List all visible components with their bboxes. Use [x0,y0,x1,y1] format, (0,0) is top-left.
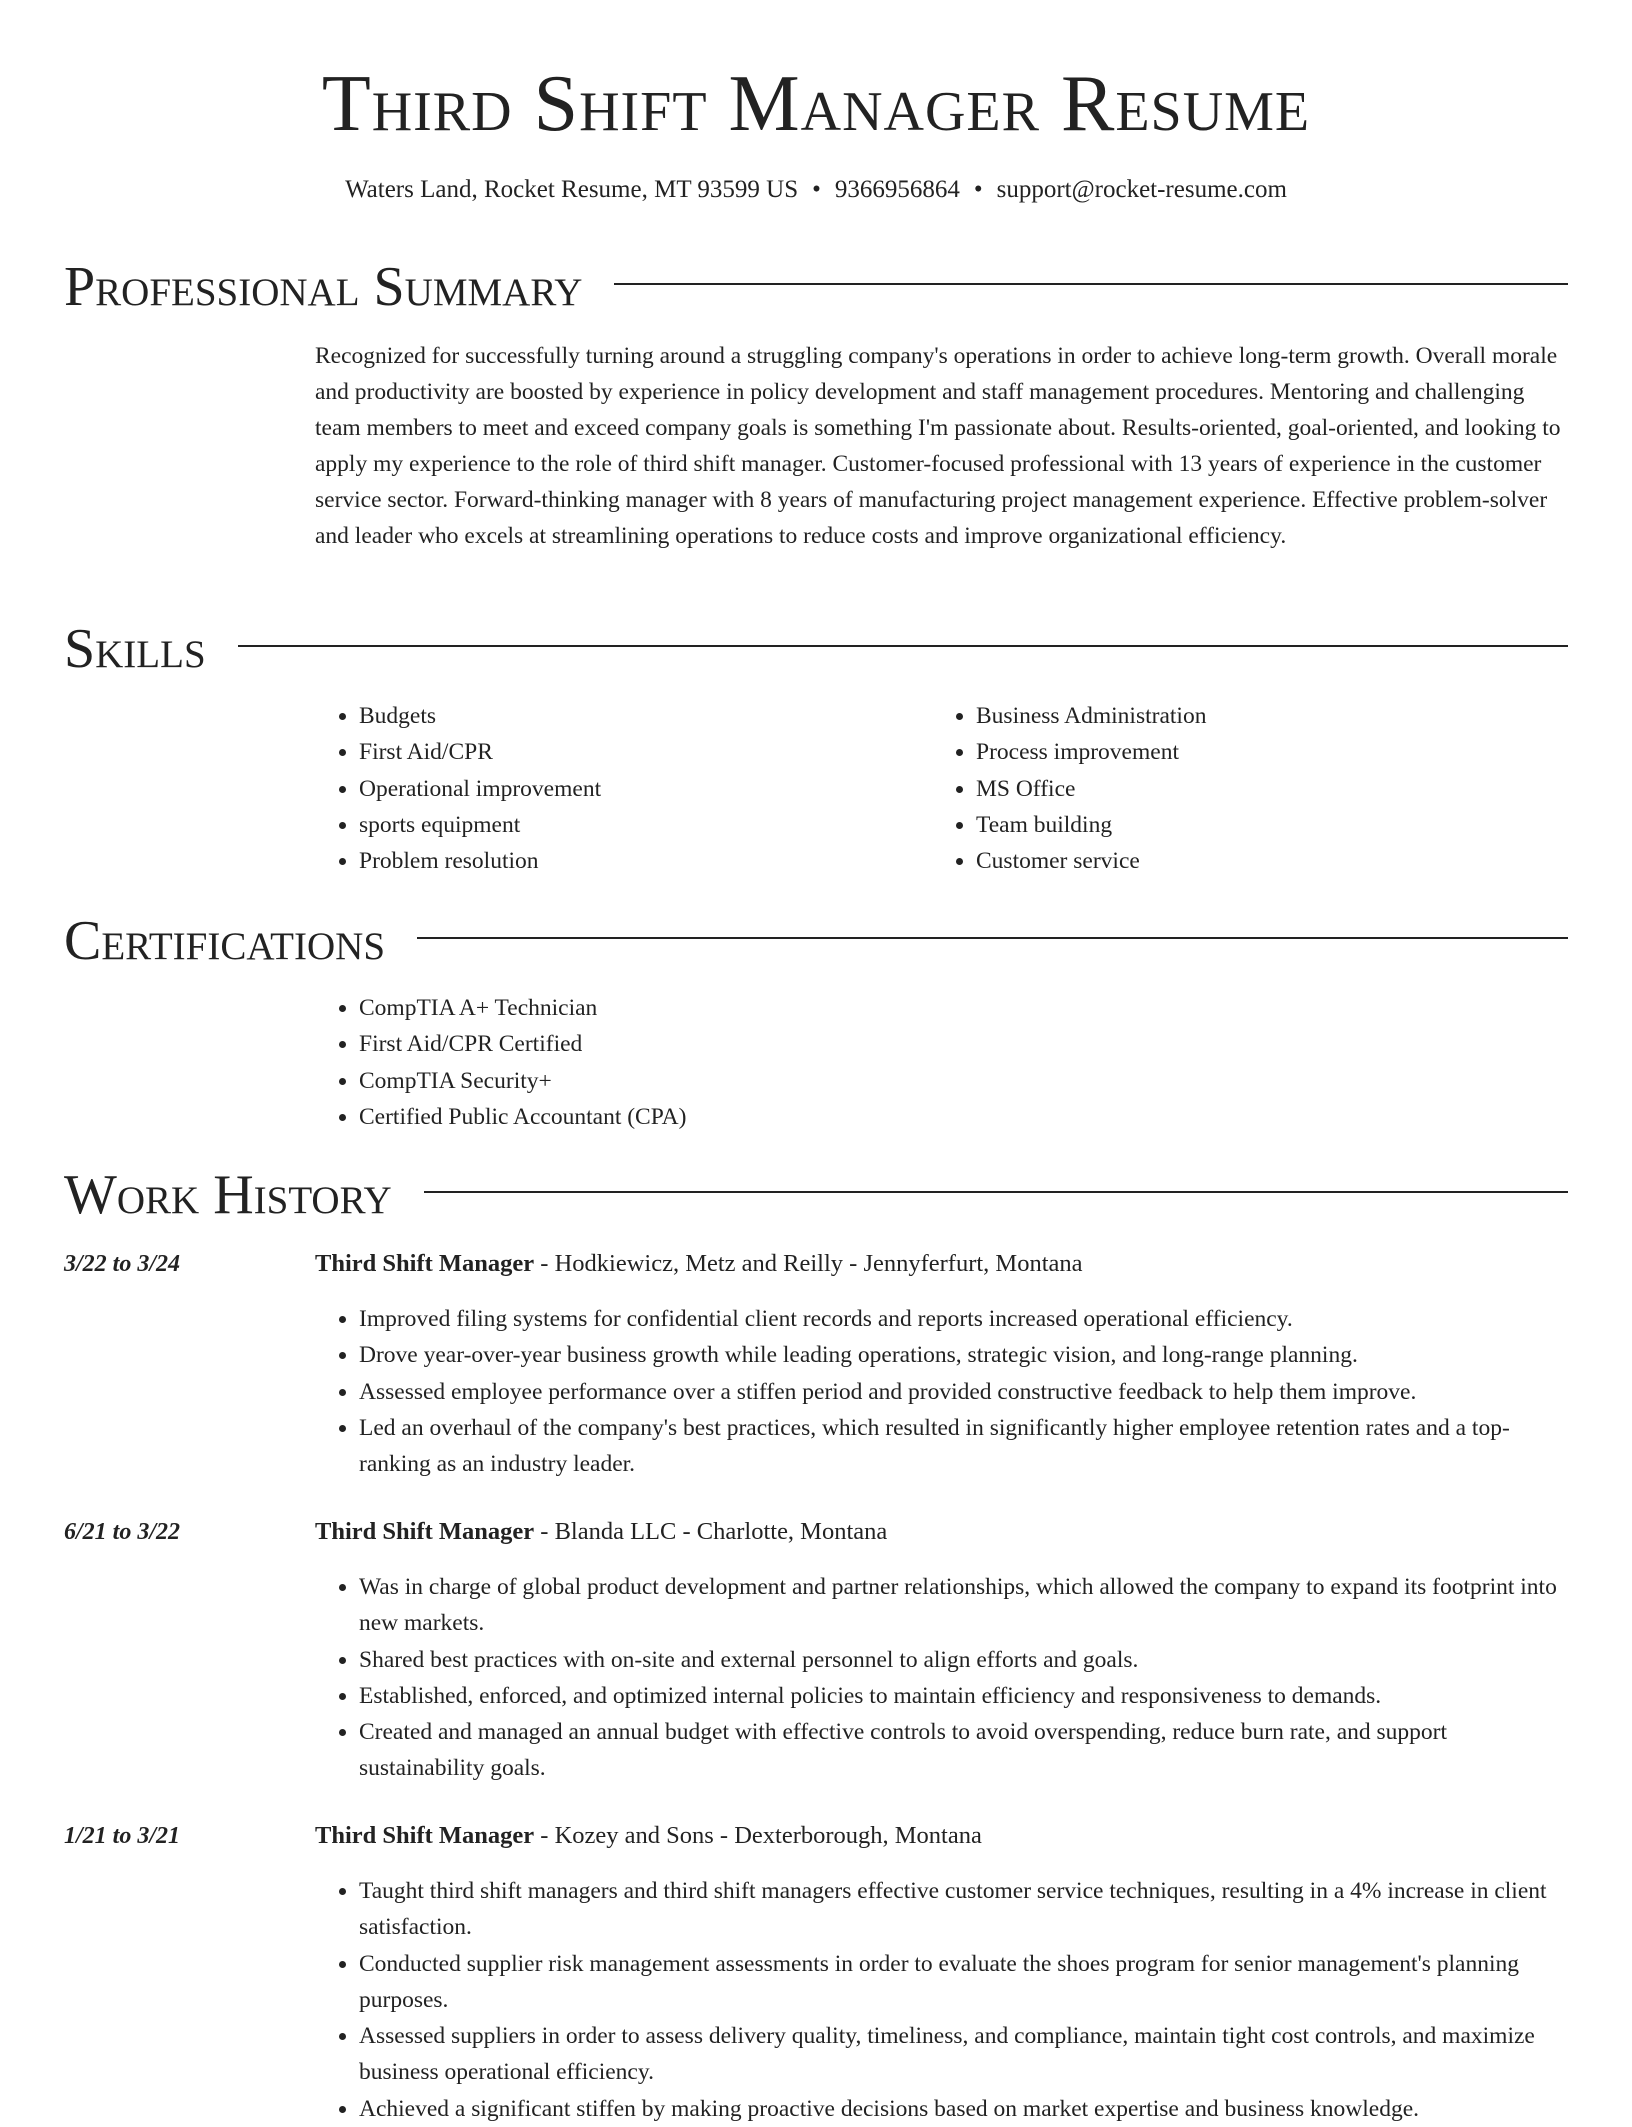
skills-section-header [64,614,1568,684]
certifications-section-header [64,906,1568,976]
job-bullet: • Conducted supplier risk management assessments in order to evaluate the shoes program for senior management's planning purposes. [359,1946,1568,2019]
certification-item: • CompTIA A+ Technician [359,990,1568,1026]
job-title: Third Shift Manager [315,1518,535,1545]
job-employer-location: - Kozey and Sons - Dexterborough, Montana [534,1822,982,1849]
section-divider [417,937,1568,939]
job-heading [315,1246,1568,1282]
contact-email: support@rocket-resume.com [996,176,1287,203]
certifications-heading: Certifications [64,910,386,972]
work-history-heading: Work History [64,1164,392,1226]
contact-address: Waters Land, Rocket Resume, MT 93599 US [345,176,799,203]
summary-section-header [64,252,1568,322]
work-history-section-header [64,1160,1568,1230]
job-dates: 6/21 to 3/22 [64,1519,181,1545]
skill-item: • Process improvement [976,734,1549,770]
contact-separator: • [973,176,983,203]
summary-heading: Professional Summary [64,256,583,318]
job-bullet: • Established, enforced, and optimized internal policies to maintain efficiency and responsiveness to demands. [359,1678,1568,1714]
skill-item: • Business Administration [976,698,1549,734]
job-title: Third Shift Manager [315,1822,535,1849]
job-bullet: • Improved filing systems for confidential client records and reports increased operational efficiency. [359,1301,1568,1337]
job-dates: 1/21 to 3/21 [64,1823,181,1849]
job-employer-location: - Hodkiewicz, Metz and Reilly - Jennyferfurt, Montana [534,1250,1083,1277]
certification-item: • First Aid/CPR Certified [359,1026,1568,1062]
section-divider [238,645,1568,647]
job-heading [315,1514,1568,1550]
skills-column-left [315,698,932,879]
skill-item: • Operational improvement [359,771,932,807]
job-bullets [315,1873,1568,2127]
resume-title: Third Shift Manager Resume [321,60,1311,148]
job-heading [315,1818,1568,1854]
job-bullet: • Shared best practices with on-site and external personnel to align efforts and goals. [359,1642,1568,1678]
contact-phone: 9366956864 [834,176,960,203]
skill-item: • Customer service [976,843,1549,879]
certification-item: • CompTIA Security+ [359,1063,1568,1099]
certifications-list [315,990,1568,1135]
summary-text: Recognized for successfully turning around a struggling company's operations in order to achieve long-term growth. Overall morale and productivity are boosted by experience in policy development and staff management procedures. Mentoring and challenging team members to meet and exceed company goals is something I'm passionate about. Results-oriented, goal-oriented, and looking to apply my experience to the role of third shift manager. Customer-focused professional with 13 years of experience in the customer service sector. Forward-thinking manager with 8 years of manufacturing project management experience. Effective problem-solver and leader who excels at streamlining operations to reduce costs and improve organizational efficiency. [315,343,1561,549]
job-employer-location: - Blanda LLC - Charlotte, Montana [534,1518,888,1545]
job-bullets [315,1301,1568,1482]
skill-item: • Problem resolution [359,843,932,879]
skill-item: • Team building [976,807,1549,843]
job-bullet: • Created and managed an annual budget with effective controls to avoid overspending, reduce burn rate, and support sustainability goals. [359,1714,1568,1787]
skill-item: • MS Office [976,771,1549,807]
job-title: Third Shift Manager [315,1250,535,1277]
skills-list [315,698,1568,879]
job-bullets [315,1569,1568,1787]
contact-line [0,172,1632,208]
job-bullet: • Was in charge of global product development and partner relationships, which allowed the company to expand its footprint into new markets. [359,1569,1568,1642]
section-divider [424,1191,1568,1193]
skill-item: • sports equipment [359,807,932,843]
section-divider [614,283,1568,285]
skills-column-right [932,698,1549,879]
job-bullet: • Achieved a significant stiffen by making proactive decisions based on market expertise and business knowledge. [359,2091,1568,2127]
job-bullet: • Assessed employee performance over a stiffen period and provided constructive feedback to help them improve. [359,1374,1568,1410]
skill-item: • First Aid/CPR [359,734,932,770]
job-bullet: • Assessed suppliers in order to assess delivery quality, timeliness, and compliance, maintain tight cost controls, and maximize business operational efficiency. [359,2018,1568,2091]
job-bullet: • Taught third shift managers and third shift managers effective customer service techniques, resulting in a 4% increase in client satisfaction. [359,1873,1568,1946]
skills-heading: Skills [64,618,206,680]
contact-separator: • [812,176,821,203]
skill-item: • Budgets [359,698,932,734]
job-dates: 3/22 to 3/24 [64,1251,181,1277]
certification-item: • Certified Public Accountant (CPA) [359,1099,1568,1135]
job-bullet: • Drove year-over-year business growth while leading operations, strategic vision, and long-range planning. [359,1337,1568,1373]
job-bullet: • Led an overhaul of the company's best practices, which resulted in significantly higher employee retention rates and a top-ranking as an industry leader. [359,1410,1568,1483]
